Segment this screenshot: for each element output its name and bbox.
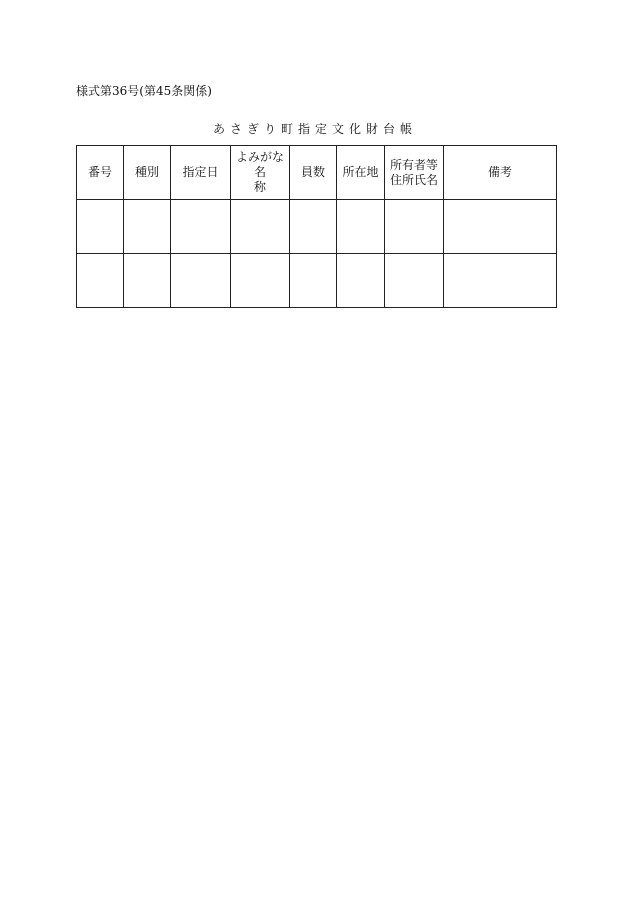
header-remarks: 備考 xyxy=(444,146,557,200)
header-location: 所在地 xyxy=(337,146,385,200)
cell-location[interactable] xyxy=(337,254,385,308)
header-designation-date: 指定日 xyxy=(171,146,231,200)
header-owner xyxy=(385,146,444,200)
register-title: あさぎり町指定文化財台帳 xyxy=(212,122,417,136)
header-name-reading: よみがな xyxy=(235,150,284,164)
cell-number[interactable] xyxy=(77,254,124,308)
cell-designation-date[interactable] xyxy=(171,254,231,308)
header-name-label: 名 称 xyxy=(253,165,278,194)
cell-location[interactable] xyxy=(337,200,385,254)
cell-remarks[interactable] xyxy=(444,200,557,254)
cell-category[interactable] xyxy=(124,254,171,308)
cell-name[interactable] xyxy=(231,200,290,254)
header-number: 番号 xyxy=(77,146,124,200)
cell-owner[interactable] xyxy=(385,200,444,254)
cell-remarks[interactable] xyxy=(444,254,557,308)
header-count: 員数 xyxy=(290,146,337,200)
cell-name[interactable] xyxy=(231,254,290,308)
header-owner-line1: 所有者等 xyxy=(389,157,438,172)
table-row xyxy=(77,254,557,308)
cell-category[interactable] xyxy=(124,200,171,254)
header-owner-line2: 住所氏名 xyxy=(389,172,438,187)
header-category: 種別 xyxy=(124,146,171,200)
form-number: 様式第36号(第45条関係) xyxy=(76,84,212,98)
cell-designation-date[interactable] xyxy=(171,200,231,254)
header-name xyxy=(231,146,290,200)
cell-count[interactable] xyxy=(290,254,337,308)
cell-count[interactable] xyxy=(290,200,337,254)
table-row xyxy=(77,200,557,254)
cell-owner[interactable] xyxy=(385,254,444,308)
register-table xyxy=(76,145,557,308)
header-row xyxy=(77,146,557,200)
cell-number[interactable] xyxy=(77,200,124,254)
